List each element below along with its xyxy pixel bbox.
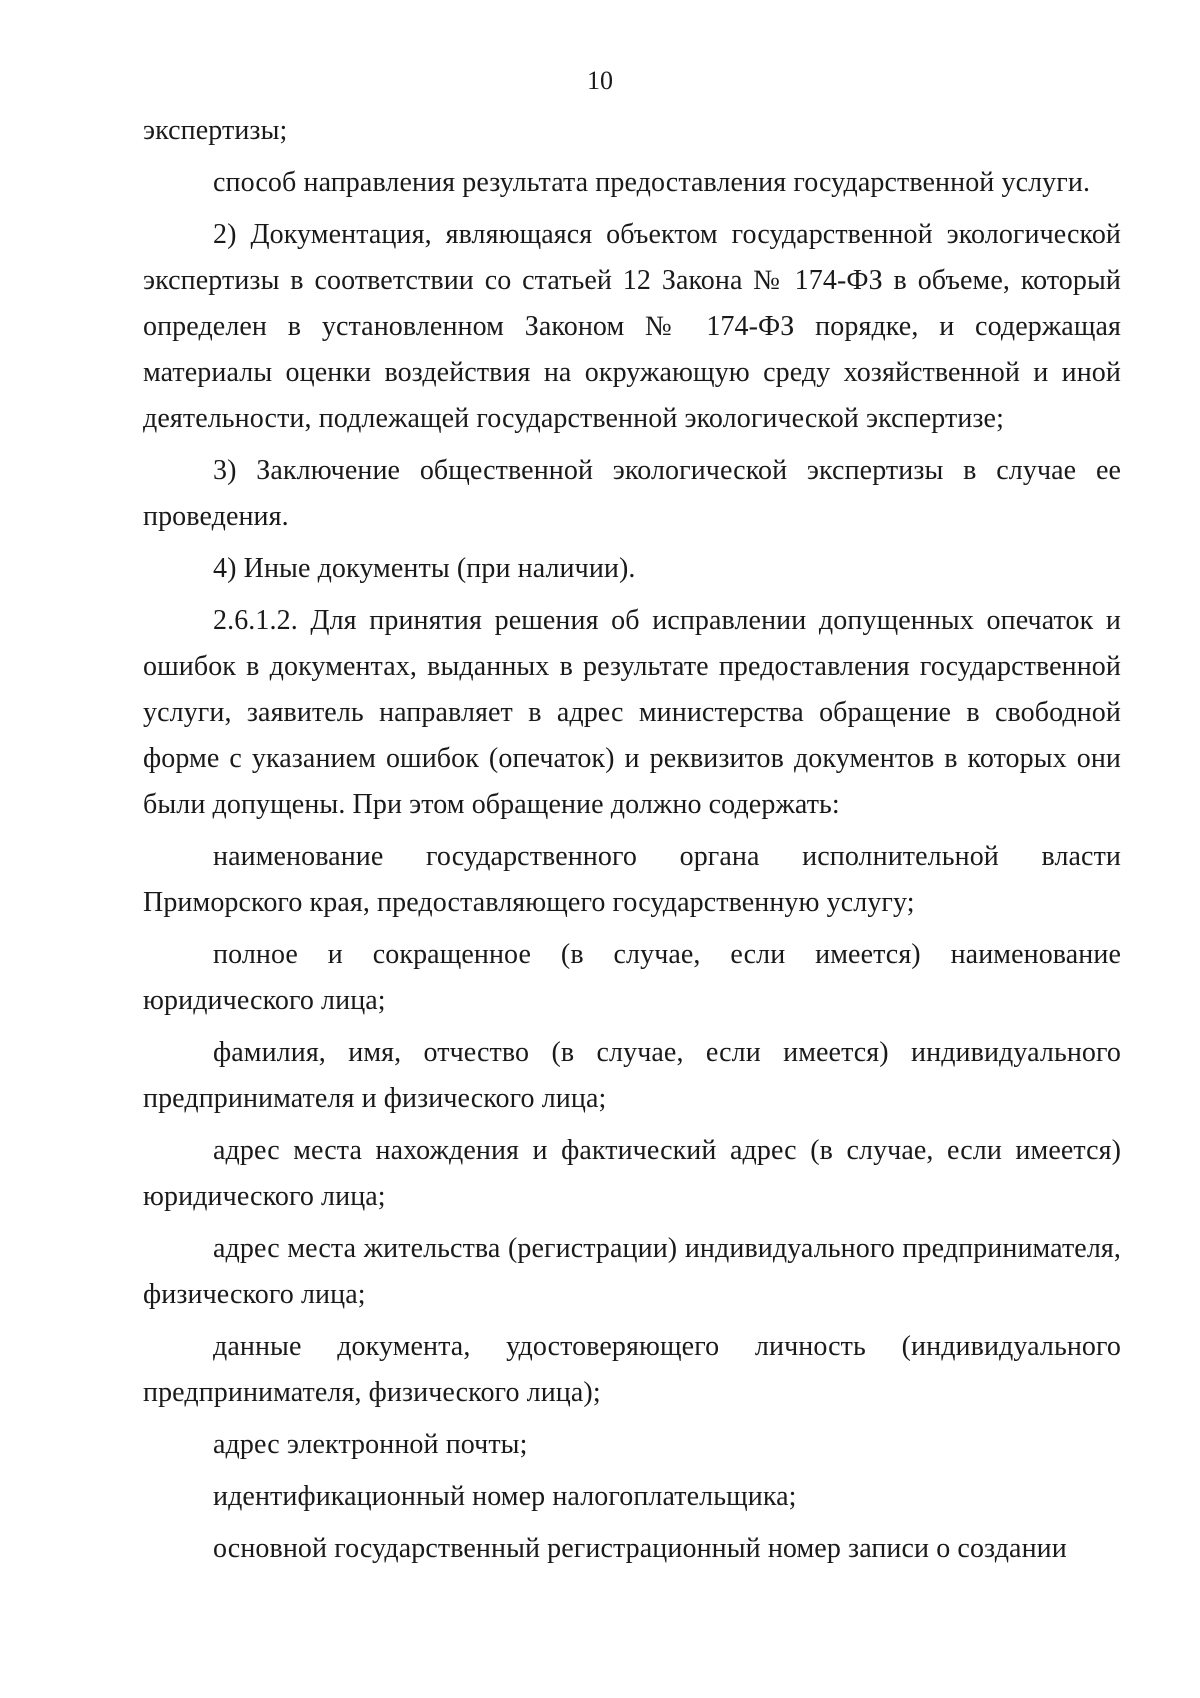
- paragraph-item-2: 2) Документация, являющаяся объектом государственной экологической экспертизы в соответствии со статьей 12 Закона № 174-ФЗ в объеме, который определен в установленном Законом № 174-ФЗ порядке, и содержащая материалы оценки воздействия на окружающую среду хозяйственной и иной деятельности, подлежащей государственной экологической экспертизе;: [143, 219, 1121, 434]
- page-number: 10: [587, 66, 613, 95]
- document-body: [143, 108, 1121, 1572]
- list-item-residence-address: адрес места жительства (регистрации) индивидуального предпринимателя, физического лица;: [143, 1233, 1121, 1310]
- paragraph-item-4: 4) Иные документы (при наличии).: [213, 553, 636, 584]
- list-item-legal-address: адрес места нахождения и фактический адрес (в случае, если имеется) юридического лица;: [143, 1135, 1121, 1212]
- list-item-legal-entity-name: полное и сокращенное (в случае, если имеется) наименование юридического лица;: [143, 939, 1121, 1016]
- list-item-identity-document: данные документа, удостоверяющего личность (индивидуального предпринимателя, физического лица);: [143, 1331, 1121, 1408]
- list-item-authority-name: наименование государственного органа исполнительной власти Приморского края, предоставляющего государственную услугу;: [143, 841, 1121, 918]
- list-item-inn: идентификационный номер налогоплательщика;: [213, 1481, 797, 1512]
- list-item-email: адрес электронной почты;: [213, 1429, 528, 1460]
- paragraph-2-6-1-2: 2.6.1.2. Для принятия решения об исправлении допущенных опечаток и ошибок в документах, выданных в результате предоставления государственной услуги, заявитель направляет в адрес министерства обращение в свободной форме с указанием ошибок (опечаток) и реквизитов документов в которых они были допущены. При этом обращение должно содержать:: [143, 605, 1121, 820]
- list-item-full-name: фамилия, имя, отчество (в случае, если имеется) индивидуального предпринимателя и физического лица;: [143, 1037, 1121, 1114]
- list-item-ogrn: основной государственный регистрационный номер записи о создании: [213, 1533, 1067, 1564]
- paragraph-continuation: экспертизы;: [143, 115, 288, 146]
- paragraph-result-method: способ направления результата предоставления государственной услуги.: [213, 167, 1091, 198]
- paragraph-item-3: 3) Заключение общественной экологической экспертизы в случае ее проведения.: [143, 455, 1121, 532]
